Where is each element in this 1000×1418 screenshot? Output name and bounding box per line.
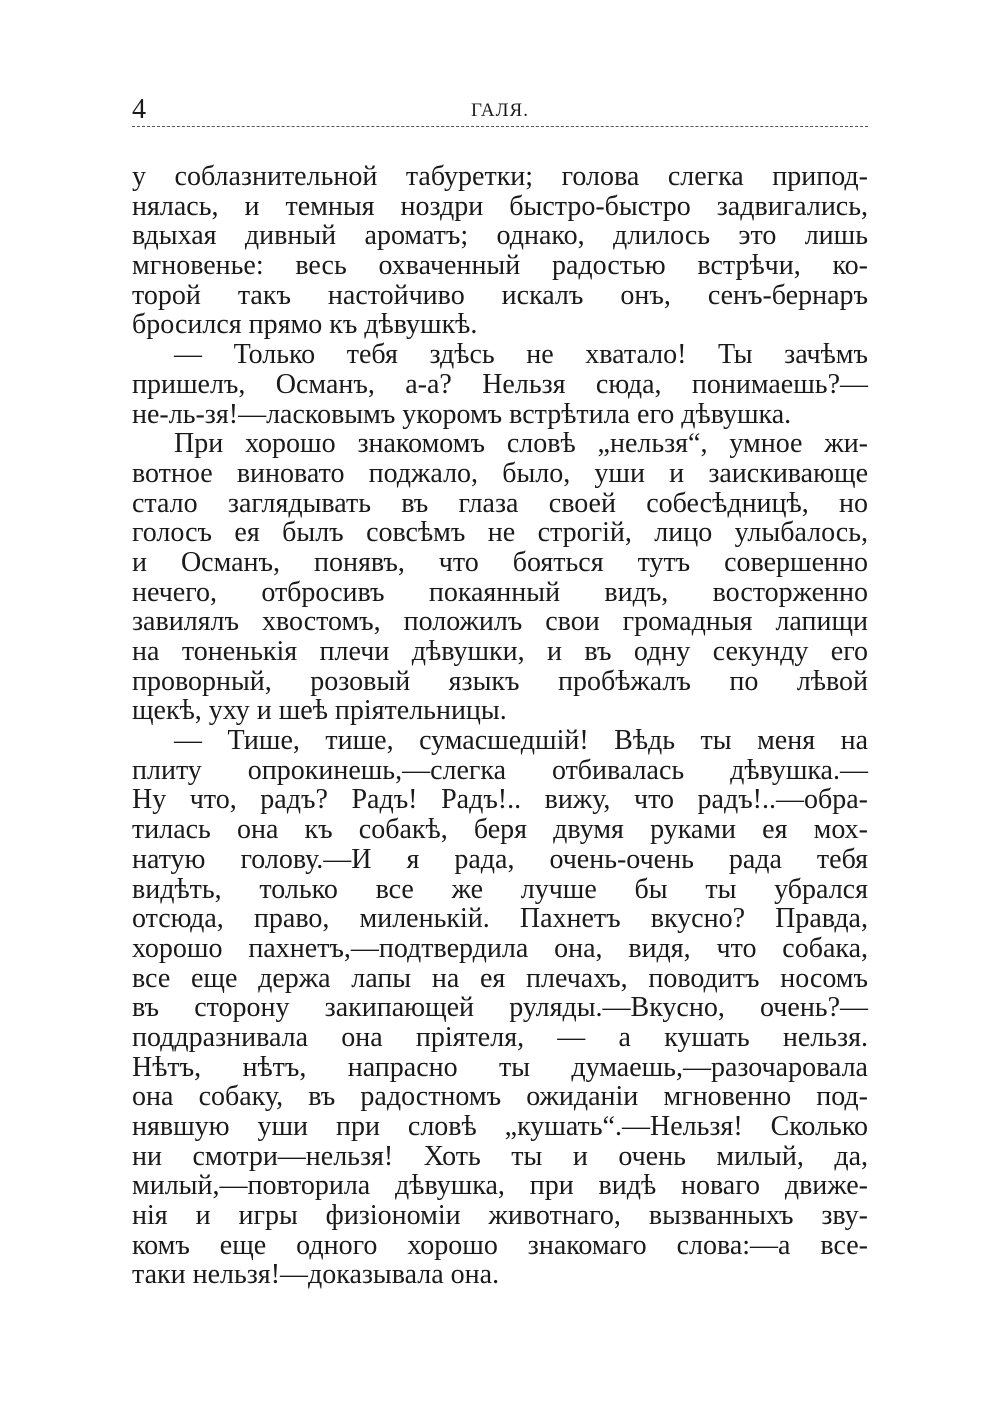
text-line: стало заглядывать въ глаза своей собесѣдницѣ, но: [132, 487, 868, 519]
text-line: торой такъ настойчиво искалъ онъ, сенъ-бернаръ: [132, 279, 868, 311]
text-line: комъ еще одного хорошо знакомаго слова:—а все-: [132, 1229, 868, 1261]
text-line: нія и игры физіономіи животнаго, вызванныхъ зву-: [132, 1200, 868, 1232]
text-line: въ сторону закипающей руляды.—Вкусно, очень?—: [132, 992, 868, 1024]
paragraph: [132, 429, 868, 726]
text-line: поддразнивала она пріятеля, — а кушать нельзя.: [132, 1021, 868, 1053]
page-number: 4: [132, 94, 146, 125]
text-line: натую голову.—И я рада, очень-очень рада тебя: [132, 843, 868, 875]
running-title: ГАЛЯ.: [471, 100, 529, 121]
text-line: вотное виновато поджало, было, уши и заискивающе: [132, 457, 868, 489]
text-line: При хорошо знакомомъ словѣ „нельзя“, умное жи-: [174, 428, 868, 460]
text-line: щекѣ, уху и шеѣ пріятельницы.: [132, 695, 507, 727]
text-line: — Только тебя здѣсь не хватало! Ты зачѣмъ: [174, 339, 868, 371]
text-line: нялась, и темныя ноздри быстро-быстро задвигались,: [132, 190, 868, 222]
paragraph: [132, 726, 868, 1290]
text-line: она собаку, въ радостномъ ожиданіи мгновенно под-: [132, 1081, 868, 1113]
text-line: Нѣтъ, нѣтъ, напрасно ты думаешь,—разочаровала: [132, 1051, 868, 1083]
text-line: вдыхая дивный ароматъ; однако, длилось это лишь: [132, 220, 868, 252]
text-line: и Османъ, понявъ, что бояться тутъ совершенно: [132, 546, 868, 578]
text-line: проворный, розовый языкъ пробѣжалъ по лѣвой: [132, 665, 868, 697]
text-line: таки нельзя!—доказывала она.: [132, 1259, 500, 1291]
text-line: видѣть, только все же лучше бы ты убрался: [132, 873, 868, 905]
text-line: у соблазнительной табуретки; голова слегка припод-: [132, 161, 868, 192]
text-line: завилялъ хвостомъ, положилъ свои громадныя лапищи: [132, 606, 868, 638]
text-line: тилась она къ собакѣ, беря двумя руками ея мох-: [132, 814, 868, 846]
text-line: пришелъ, Османъ, а-а? Нельзя сюда, понимаешь?—: [132, 368, 868, 400]
text-line: плиту опрокинешь,—слегка отбивалась дѣвушка.—: [132, 754, 868, 786]
paragraph: [132, 340, 868, 429]
text-line: все еще держа лапы на ея плечахъ, поводитъ носомъ: [132, 962, 868, 994]
text-line: мгновенье: весь охваченный радостью встрѣчи, ко-: [132, 250, 868, 282]
page-header: [132, 94, 868, 128]
text-line: Ну что, радъ? Радъ! Радъ!.. вижу, что радъ!..—обра-: [132, 784, 868, 816]
text-line: нявшую уши при словѣ „кушать“.—Нельзя! Сколько: [132, 1111, 868, 1142]
text-line: нечего, отбросивъ покаянный видъ, восторженно: [132, 576, 868, 608]
text-line: ни смотри—нельзя! Хоть ты и очень милый, да,: [132, 1140, 868, 1172]
paragraph: [132, 162, 868, 340]
text-line: голосъ ея былъ совсѣмъ не строгій, лицо улыбалось,: [132, 517, 868, 549]
header-rule: [132, 126, 868, 127]
text-line: на тоненькія плечи дѣвушки, и въ одну секунду его: [132, 636, 868, 667]
text-line: не-ль-зя!—ласковымъ укоромъ встрѣтила его дѣвушка.: [132, 398, 792, 430]
text-line: — Тише, тише, сумасшедшій! Вѣдь ты меня на: [174, 725, 868, 757]
text-line: хорошо пахнетъ,—подтвердила она, видя, что собака,: [132, 932, 868, 964]
text-line: бросился прямо къ дѣвушкѣ.: [132, 309, 478, 341]
text-line: милый,—повторила дѣвушка, при видѣ новаго движе-: [132, 1170, 868, 1202]
text-line: отсюда, право, миленькій. Пахнетъ вкусно? Правда,: [132, 903, 868, 935]
body-text: [132, 162, 868, 1290]
